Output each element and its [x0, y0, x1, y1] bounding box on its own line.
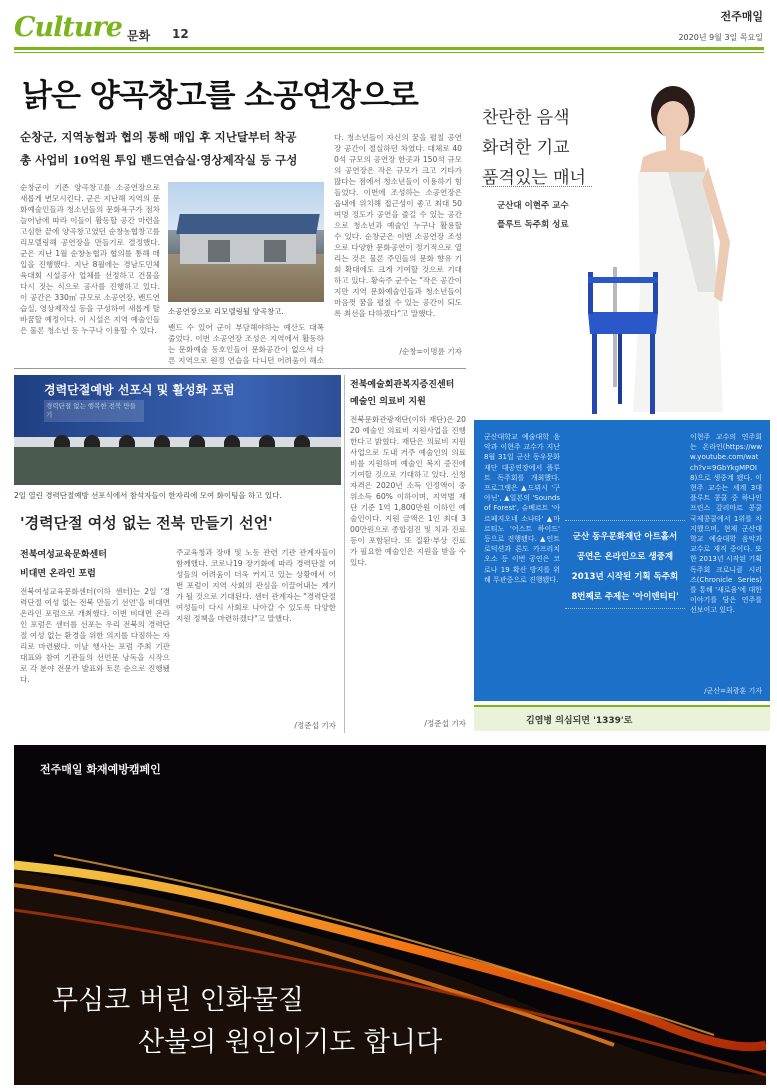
blue-article-col1: 군산대학교 예술대학 음악과 이현주 교수가 지난 8월 31일 군산 동우문화재단 대공연장에서 플루트 독주회를 개최했다. 프로그램은 ▲드뷔시 '구아닌', ▲일본의 'Sounds of Forest', 슈베르트 '아르페지오네 소나타' ▲마르티노 '어스트 하이드' 등으로 진행됐다. ▲인트로덕션과 론도 카프리치오소 등 이번 공연은 코로나 19 확산 방지를 위해 무관중으로 진행됐다. — [484, 433, 560, 584]
performer-quote-line-3: 품격있는 매너 — [482, 168, 586, 188]
page-header — [0, 0, 777, 50]
forum-article-col1: 전북여성교육문화센터(이하 센터)는 2일 '경력단절 여성 없는 전북 만들기 선언'을 비대면 온라인 포럼으로 개최했다. 이번 비대면 온라인 포럼은 센터를 선포는 우리 전북의 경력단절 여성 없는 환경을 위한 의지를 다짐하는 자리로 마련됐다. 이날 행사는 포럼 주최 기관 대표와 참여 기관들의 선언문 낭독을 시작으로 각 분야 전문가 발표와 토론 순으로 진행됐다. — [20, 587, 170, 684]
forum-photo-caption: 2일 열린 경력단절예방 선포식에서 참석자들이 한자리에 모여 화이팅을 하고 있다. — [14, 491, 282, 500]
welfare-article-byline: /정준섭 기자 — [424, 719, 466, 728]
section-name: 문화 — [127, 29, 151, 43]
main-article-col2: 밴드 수 있어 군이 부담해야하는 예산도 대폭 줄었다. 이번 소공연장 조성은 지역에서 활동하는 문화예술 동호인들이 문화공간이 없으서 다른 지역으로 원정 연습을 다니던 어려움이 해소 — [168, 323, 324, 365]
header-rule-thin — [14, 52, 764, 53]
welfare-org: 전북예술회관복지증진센터 — [350, 380, 455, 390]
warehouse-photo — [168, 182, 324, 302]
blue-article-col3: 이현주 교수의 연주회는 온라인(https://www.youtube.com/watch?v=9GbYkgMPOI8)으로 생중계 됐다. 이현주 교수는 세계 3대 플루트 콩쿨 중 하나인 프린스 갈리마르 콩쿨 국제콩쿨에서 1위를 차지했으며, 현재 군산대학교 예술대학 음악과 교수로 재직 중이다. 또한 2013년 시작된 기획 독주회 크로니클 시리즈(Chronicle Series)를 통해 '새로움'에 대한 이야기를 담은 연주를 선보이고 있다. — [690, 433, 762, 615]
main-subhead-1: 순창군, 지역농협과 협의 통해 매입 후 지난달부터 착공 — [20, 130, 297, 144]
warehouse-photo-caption: 소공연장으로 리모델링될 양곡창고. — [168, 307, 284, 316]
dementia-banner-text: 김염병 의심되면 '1339'로 — [526, 716, 633, 726]
forum-headline: '경력단절 여성 없는 전북 만들기 선언' — [20, 514, 273, 532]
fire-prevention-ad — [14, 745, 766, 1085]
paper-name: 전주매일 — [720, 10, 763, 23]
ad-headline-line-1: 무심코 버린 인화물질 — [52, 985, 304, 1016]
forum-article-byline: /정준섭 기자 — [294, 721, 336, 730]
blue-box-highlight-1: 군산 동우문화재단 아트홀서 — [572, 532, 678, 542]
forum-photo — [14, 375, 341, 485]
performer-quote-line-1: 찬란한 음색 — [482, 108, 570, 128]
blue-box-highlight-3: 2013년 시작된 기획 독주회 — [571, 572, 679, 582]
blue-box-highlight-4: 8번째로 주제는 '아이덴티티' — [571, 592, 679, 602]
forum-org: 전북여성교육문화센터 — [20, 550, 107, 560]
main-headline: 낡은 양곡창고를 소공연장으로 — [22, 78, 418, 114]
issue-date: 2020년 9월 3일 목요일 — [678, 33, 763, 42]
main-article-col3: 다. 청소년들이 자신의 꿈을 펼칠 공연장 공간이 절실하던 차였다. 대체로 400석 규모의 공연장 한곳과 150석 규모의 공연장은 작은 규모가 크고 기타가 많다는 점에서 청소년들이 이용하기 힘들었다. 이번에 조성하는 소공연장은 읍내에 위치해 접근성이 좋고 최대 50여명 정도가 공연을 즐길 수 있는 공간으로 청소년과 예술인 누구나 활용할 수 있다. 순창군은 이번 소공연장 조성으로 다양한 문화공연이 정기적으로 열리는 것은 물론 주민들의 문화 향유 기회 확대에도 크게 기여할 것으로 기대하고 있다. 황숙주 군수는 "작은 공간이지만 지역 문화예술인들과 청소년들이 마음껏 꿈을 펼칠 수 있는 공간이 되도록 최선을 다하겠다"고 말했다. — [334, 133, 462, 318]
blue-box-highlight-2: 공연은 온라인으로 생중계 — [576, 552, 674, 562]
forum-banner-sub: 경력단절 없는 행복한 전북 만들기 — [44, 400, 144, 422]
blue-article-byline: /군산=최광훈 기자 — [704, 687, 762, 695]
ad-headline-line-2: 산불의 원인이기도 합니다 — [138, 1027, 443, 1058]
forum-subhead: 비대면 온라인 포럼 — [20, 569, 96, 579]
dementia-banner — [474, 705, 770, 731]
header-rule — [14, 47, 764, 50]
performer-name: 군산대 이현주 교수 — [497, 201, 569, 211]
main-article-byline: /순창=이명륜 기자 — [399, 347, 462, 356]
welfare-subhead: 예술인 의료비 지원 — [350, 397, 426, 407]
performer-event-title: 플루트 독주회 성료 — [497, 220, 569, 230]
forum-banner-title: 경력단절예방 선포식 및 활성화 포럼 — [44, 383, 235, 397]
forum-article-col2: 주교육청과 장애 및 노동 관련 기관 관계자들이 함께했다. 코로나19 장기화에 따라 경력단절 여성들의 어려움이 더욱 커지고 있는 상황에서 이번 포럼이 지역 사회의 관심을 이끌어내는 계기가 될 것으로 기대된다. 센터 관계자는 "경력단절 여성들이 다시 사회로 나아갈 수 있도록 다양한 지원 정책을 마련하겠다"고 말했다. — [176, 548, 336, 623]
section-logo: Culture — [14, 12, 122, 43]
welfare-article-body: 전북문화관광재단(이하 재단)은 2020 예술인 의료비 지원사업을 진행한다고 밝혔다. 재단은 의료비 지원사업으로 도내 거주 예술인의 의료비를 지원하며 예술인 복지 증진에 기여할 것으로 기대하고 있다. 신청 자격은 2020년 소득 인정액이 중위소득 60% 이하이며, 지역별 재단 기준 1억 1,800만원 이하인 예술인이다. 지원 금액은 1인 최대 300만원으로 종합검진 및 치과 진료 등이 포함된다. 또 질환·부상 진료가 필요한 예술인은 지원을 받을 수 있다. — [350, 415, 466, 567]
ad-campaign-label: 전주매일 화재예방캠페인 — [40, 763, 161, 776]
page-number: 12 — [172, 27, 189, 41]
main-article-col1: 순창군이 기존 양곡창고를 소공연장으로 새롭게 변모시킨다. 군은 지난해 지역의 문화예술인들과 청소년들의 문화욕구가 점차 늘어남에 따라 이들이 활동할 공간 마련을 고심한 끝에 양곡창고였던 순창농협창고를 리모델링해 공연장을 만들기로 결정했다. 군은 지난 1월 순창농협과 협의를 통해 매입을 진행했다. 지난 8월에는 경남도민체육대회 시설공사 업체를 선정하고 건물을 다시 짓는 식으로 공사를 진행하고 있다. 이 공간은 330㎡ 규모로 소공연장, 밴드연습실, 영상제작실 등을 구성하여 새롭게 탈바꿈할 예정이다. 이 시설은 지역 예술인들은 물론 청소년 등 누구나 이용할 수 있다. — [20, 183, 160, 335]
main-subhead-2: 총 사업비 10억원 투입 밴드연습실·영상제작실 등 구성 — [20, 153, 298, 167]
performer-separator — [482, 186, 592, 187]
performer-quote-line-2: 화려한 기교 — [482, 138, 570, 158]
